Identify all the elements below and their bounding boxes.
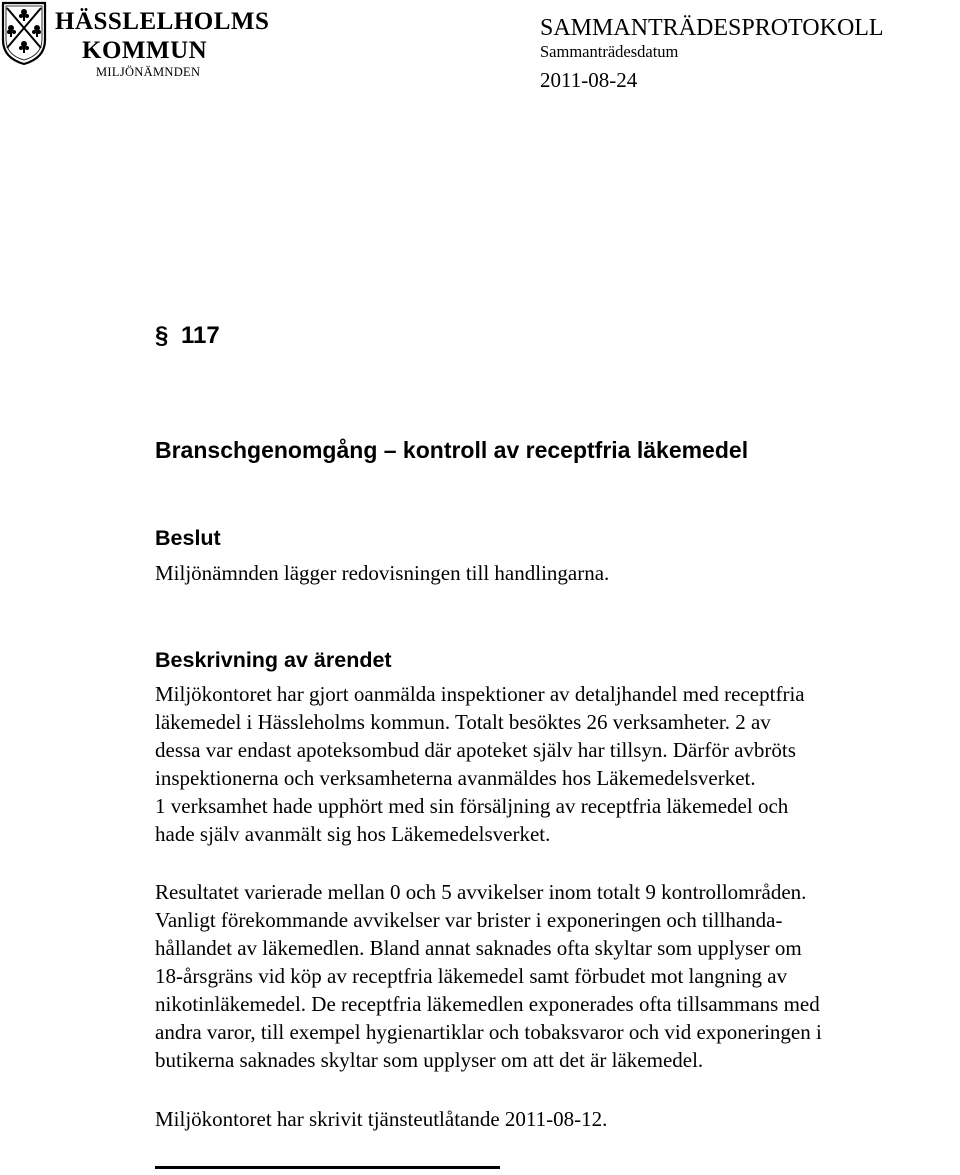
text-line: läkemedel i Hässleholms kommun. Totalt besöktes 26 verksamheter. 2 av <box>155 710 771 734</box>
department-name: MILJÖNÄMNDEN <box>96 65 201 79</box>
municipality-name-line2: KOMMUN <box>82 37 208 64</box>
municipality-name-line1: HÄSSLELHOLMS <box>55 8 270 35</box>
paragraph-number <box>155 322 220 350</box>
text-line: hållandet av läkemedlen. Bland annat saknades ofta skyltar som upplyser om <box>155 936 802 960</box>
paragraph-number-value: 117 <box>181 322 220 349</box>
municipal-seal-logo <box>0 0 48 66</box>
statement-line: Miljökontoret har skrivit tjänsteutlåtande 2011-08-12. <box>155 1107 608 1131</box>
meeting-date: 2011-08-24 <box>540 68 638 92</box>
text-line: hade själv avanmält sig hos Läkemedelsverket. <box>155 822 551 846</box>
text-line: andra varor, till exempel hygienartiklar och tobaksvaror och vid exponeringen i <box>155 1020 822 1044</box>
decision-text: Miljönämnden lägger redovisningen till handlingarna. <box>155 561 610 585</box>
decision-heading: Beslut <box>155 526 221 550</box>
paragraph-symbol: § <box>155 322 169 349</box>
signature-divider <box>155 1166 500 1169</box>
text-line: 18-årsgräns vid köp av receptfria läkemedel samt förbudet mot langning av <box>155 964 788 988</box>
document-type: SAMMANTRÄDESPROTOKOLL <box>540 15 884 41</box>
text-line: dessa var endast apoteksombud där apoteket själv har tillsyn. Därför avbröts <box>155 738 796 762</box>
text-line: butikerna saknades skyltar som upplyser om att det är läkemedel. <box>155 1048 704 1072</box>
meeting-date-label: Sammanträdesdatum <box>540 42 679 61</box>
text-line: Miljökontoret har gjort oanmälda inspektioner av detaljhandel med receptfria <box>155 682 805 706</box>
text-line: nikotinläkemedel. De receptfria läkemedlen exponerades ofta tillsammans med <box>155 992 820 1016</box>
description-heading: Beskrivning av ärendet <box>155 648 392 672</box>
text-line: Resultatet varierade mellan 0 och 5 avvikelser inom totalt 9 kontrollområden. <box>155 880 807 904</box>
text-line: Vanligt förekommande avvikelser var brister i exponeringen och tillhanda- <box>155 908 783 932</box>
text-line: inspektionerna och verksamheterna avanmäldes hos Läkemedelsverket. <box>155 766 756 790</box>
text-line: 1 verksamhet hade upphört med sin försäljning av receptfria läkemedel och <box>155 794 789 818</box>
item-title: Branschgenomgång – kontroll av receptfria läkemedel <box>155 437 749 463</box>
